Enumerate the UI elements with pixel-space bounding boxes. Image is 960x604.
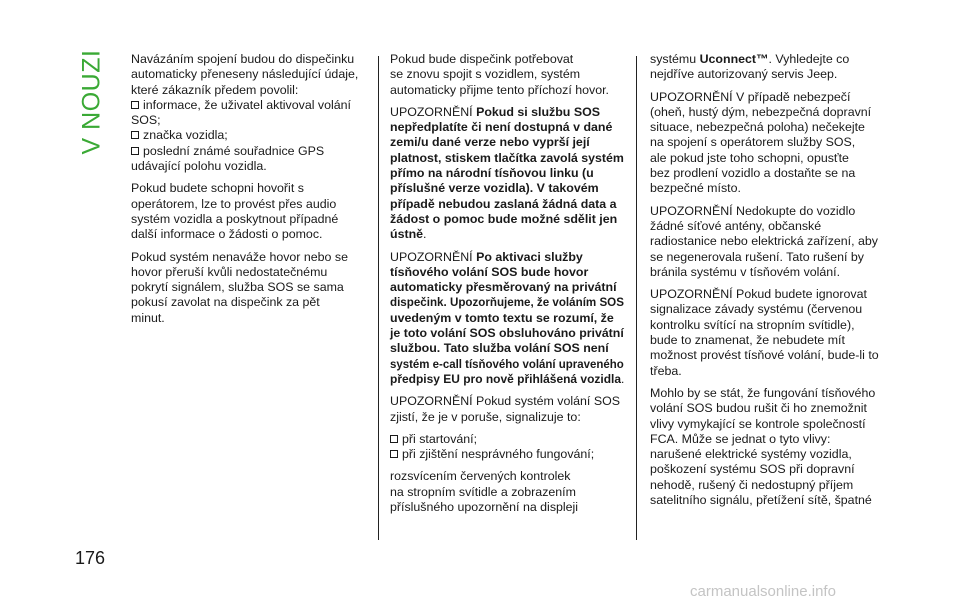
list-item: při startování; <box>390 432 624 447</box>
paragraph: Pokud systém nenaváže hovor nebo se hovor přeruší kvůli nedostatečnému pokrytí signálem, služba SOS se sama pokusí zavolat na dispečink za pět minut. <box>131 249 348 325</box>
warning-paragraph: UPOZORNĚNÍ Pokud budete ignorovat signalizace závady systému (červenou kontrolku svítící na stropním svítidle), bude to znamenat, že nebudete mít možnost provést tísňové volání, bude-li to třeba. <box>650 287 879 378</box>
warning-paragraph: UPOZORNĚNÍ Po aktivaci služby tísňového volání SOS bude hovor automaticky přesměrovaný na privátní dispečink. Upozorňujeme, že voláním SOS uvedeným v tomto textu se rozumí, že je toto volání SOS obsluhováno privátní službou. Tato služba volání SOS není systém e-call tísňového volání upraveného předpisy EU pro nově přihlášená vozidla. <box>390 249 625 386</box>
warning-paragraph: UPOZORNĚNÍ V případě nebezpečí (oheň, hustý dým, nebezpečná dopravní situace, nebezpečná poloha) nečekejte na spojení s operátorem služby SOS, ale pokud jste toho schopni, opusťte bez prodlení vozidlo a dostaňte se na bezpečné místo. <box>650 89 872 196</box>
square-bullet-icon <box>131 101 139 109</box>
paragraph: Pokud budete schopni hovořit s operátorem, lze to provést přes audio systém vozidla a poskytnout případné další informace o žádosti o pomoc. <box>131 181 339 242</box>
list-item: při zjištění nesprávného fungování; <box>390 447 624 462</box>
page-number: 176 <box>75 548 106 568</box>
warning-paragraph: UPOZORNĚNÍ Nedokupte do vozidlo žádné síťové antény, občanské radiostanice nebo elektrická zařízení, aby se negenerovala rušení. Tato rušení by bránila systému v tísňovém volání. <box>650 203 878 279</box>
column-divider <box>636 56 637 540</box>
paragraph: Pokud bude dispečink potřebovat se znovu spojit s vozidlem, systém automaticky přijme tento příchozí hovor. <box>390 52 610 97</box>
paragraph: Navázáním spojení budou do dispečinku automaticky přeneseny následující údaje, které zákazník předem povolil: informace, že uživatel aktivoval volání SOS; značka vozidla; poslední známé souřadnice GPS udávající polohu vozidla. <box>131 52 369 174</box>
text-column-1 <box>131 52 369 333</box>
square-bullet-icon <box>390 450 398 458</box>
text-column-2 <box>390 52 624 522</box>
column-divider <box>378 56 379 540</box>
list-item: značka vozidla; <box>131 128 369 143</box>
section-title-vertical: V NOUZI <box>77 49 106 155</box>
square-bullet-icon <box>131 131 139 139</box>
list <box>390 432 624 463</box>
square-bullet-icon <box>390 435 398 443</box>
paragraph: Mohlo by se stát, že fungování tísňového volání SOS budou rušit či ho znemožnit vlivy vymykající se kontrole společností FCA. Může se jednat o tyto vlivy: narušené elektrické systémy vozidla, poškození systému SOS při dopravní nehodě, rušený či nedostupný příjem satelitního signálu, přetížení sítě, špatné <box>650 385 876 508</box>
warning-paragraph: UPOZORNĚNÍ Pokud systém volání SOS zjistí, že je v poruše, signalizuje to: <box>390 394 620 424</box>
paragraph: rozsvícením červených kontrolek na stropním svítidle a zobrazením příslušného upozornění na displeji <box>390 469 579 515</box>
watermark: carmanualsonline.info <box>690 583 836 600</box>
square-bullet-icon <box>131 147 139 155</box>
list-item: informace, že uživatel aktivoval volání <box>131 98 369 113</box>
paragraph: systému Uconnect™. Vyhledejte co nejdříve autorizovaný servis Jeep. <box>650 52 850 82</box>
text-column-3 <box>650 52 886 515</box>
list-item: poslední známé souřadnice GPS <box>131 144 369 159</box>
warning-paragraph: UPOZORNĚNÍ Pokud si službu SOS nepředplatíte či není dostupná v dané zemi/u dané verze nebo vyprší její platnost, stiskem tlačítka zavolá systém přímo na národní tísňovou linku (u příslušné verze vozidla). V takovém případě nebudou zaslaná žádná data a žádost o pomoc bude možné sdělit jen ústně. <box>390 104 624 242</box>
